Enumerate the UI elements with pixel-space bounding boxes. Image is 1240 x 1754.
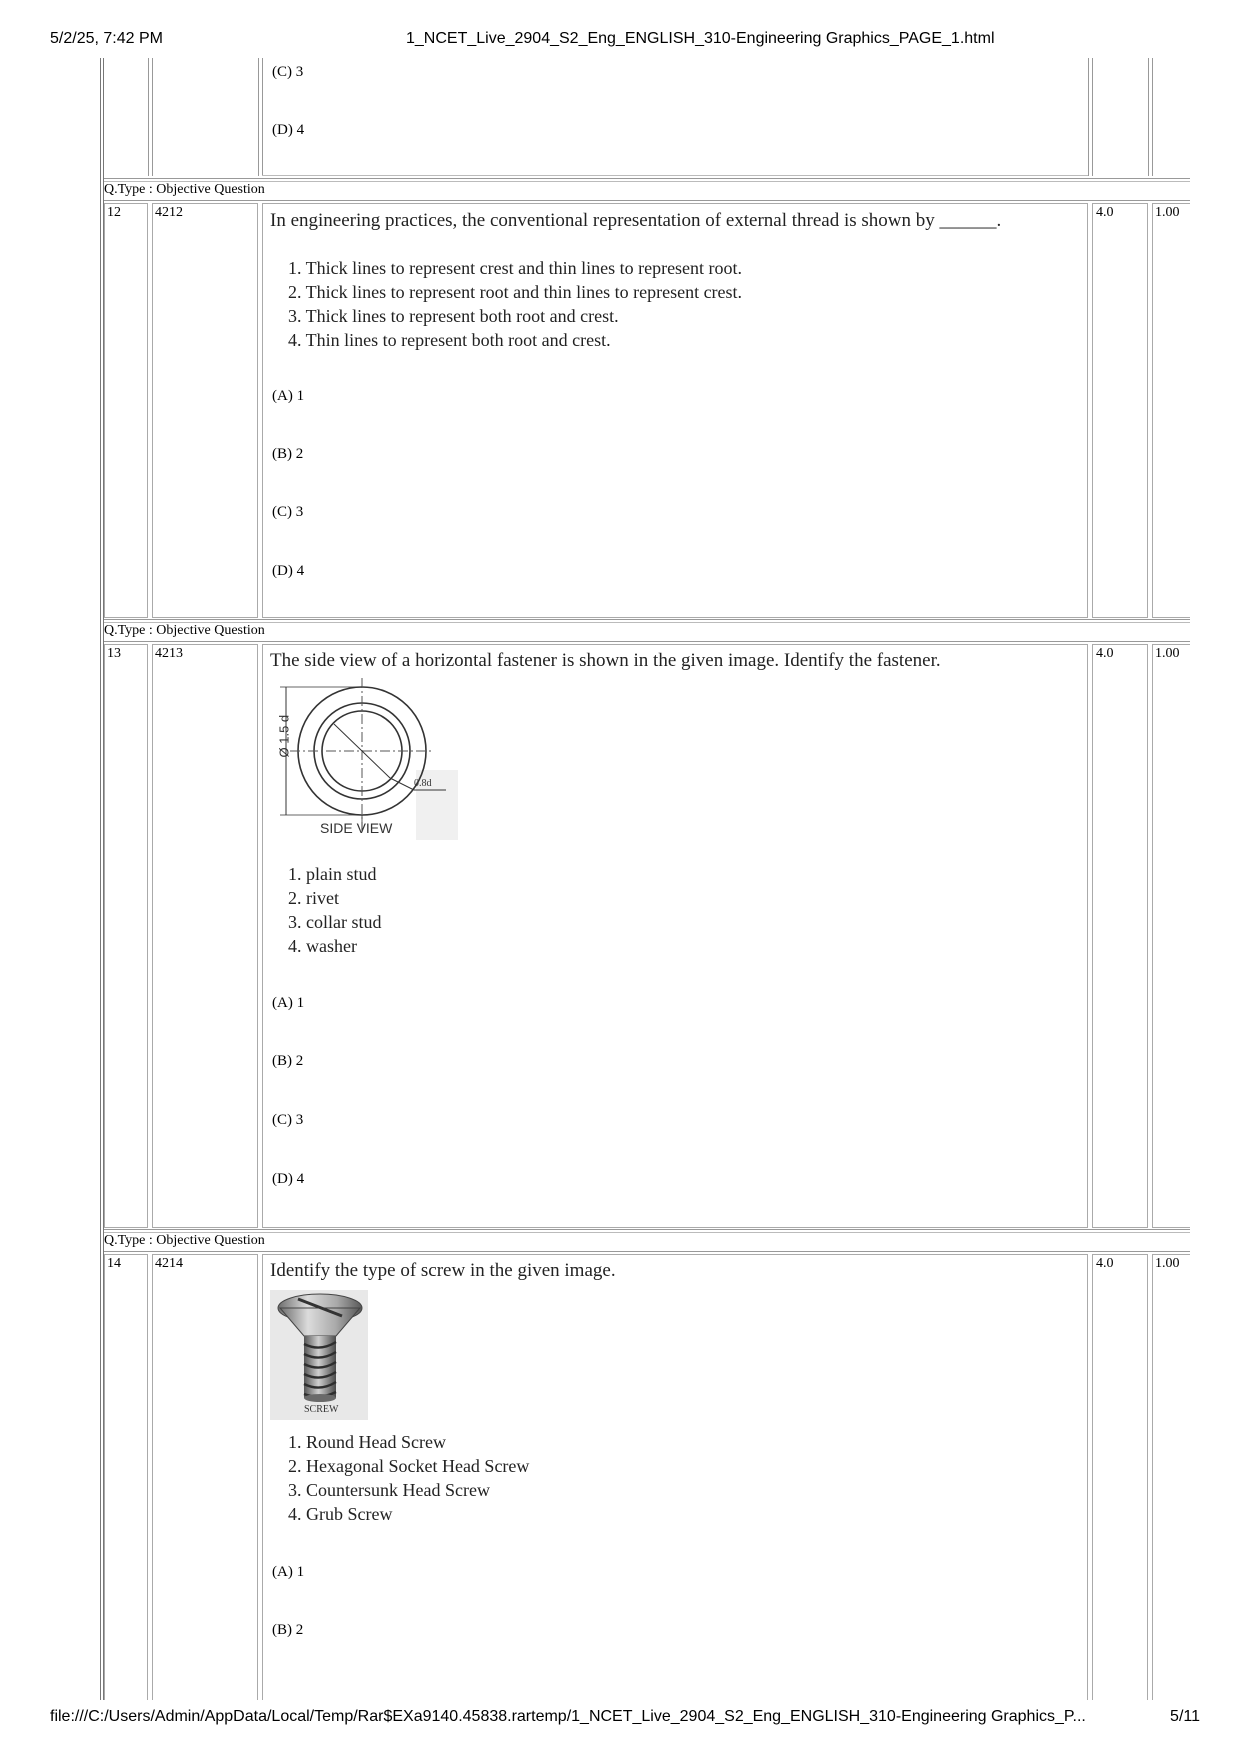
print-page-number: 5/11 (1170, 1708, 1200, 1725)
negative-marks-value: 1.00 (1155, 205, 1180, 220)
list-item: 4. Thin lines to represent both root and crest. (288, 330, 611, 350)
q14-num-cell (104, 1254, 148, 1700)
q12-choice-c: (C) 3 (272, 504, 304, 520)
q12-id-cell (152, 203, 258, 618)
qtype-label-12: Q.Type : Objective Question (104, 182, 265, 197)
q14-question-text: Identify the type of screw in the given image. (270, 1260, 616, 1281)
list-item: 3. collar stud (288, 912, 382, 932)
table-left-border (100, 58, 101, 1700)
q12-choice-d: (D) 4 (272, 563, 305, 579)
question-id: 4214 (155, 1256, 183, 1271)
q13-negative-cell (1152, 644, 1190, 1228)
thickness-label: 0.8d (414, 778, 432, 789)
list-item: 4. Grub Screw (288, 1504, 393, 1524)
question-number: 12 (107, 205, 121, 220)
question-id: 4212 (155, 205, 183, 220)
side-view-caption: SIDE VIEW (320, 820, 393, 836)
question-table (100, 58, 1190, 1700)
diameter-label: Ø 1.5 d (276, 714, 292, 758)
negative-marks-value: 1.00 (1155, 1256, 1180, 1271)
prev-choice-d: (D) 4 (272, 122, 305, 138)
negative-marks-value: 1.00 (1155, 646, 1180, 661)
list-item: 4. washer (288, 936, 357, 956)
q14-marks-cell (1092, 1254, 1148, 1700)
washer-side-view-figure (266, 678, 462, 848)
list-item: 1. Thick lines to represent crest and thin lines to represent root. (288, 258, 743, 278)
prev-choice-c: (C) 3 (272, 64, 304, 80)
q13-choice-c: (C) 3 (272, 1112, 304, 1128)
print-datetime: 5/2/25, 7:42 PM (50, 30, 163, 47)
print-header (50, 30, 1190, 50)
q12-choice-b: (B) 2 (272, 446, 304, 462)
q14-id-cell (152, 1254, 258, 1700)
q13-marks-cell (1092, 644, 1148, 1228)
q12-options-list (288, 256, 742, 352)
question-id: 4213 (155, 646, 183, 661)
list-item: 2. Thick lines to represent root and thin lines to represent crest. (288, 282, 743, 302)
screw-caption: SCREW (304, 1404, 339, 1415)
q13-question-text: The side view of a horizontal fastener is shown in the given image. Identify the fastener. (270, 650, 941, 671)
q12-question-text: In engineering practices, the conventional representation of external thread is shown by ______. (270, 210, 1002, 231)
qtype-label-13: Q.Type : Objective Question (104, 623, 265, 638)
list-item: 1. Round Head Screw (288, 1432, 446, 1452)
q14-choice-a: (A) 1 (272, 1564, 305, 1580)
list-item: 3. Thick lines to represent both root and crest. (288, 306, 619, 326)
question-number: 14 (107, 1256, 121, 1271)
q14-negative-cell (1152, 1254, 1190, 1700)
q12-num-cell (104, 203, 148, 618)
q12-marks-cell (1092, 203, 1148, 618)
q13-num-cell (104, 644, 148, 1228)
q12-negative-cell (1152, 203, 1190, 618)
list-item: 1. plain stud (288, 864, 377, 884)
print-doc-title: 1_NCET_Live_2904_S2_Eng_ENGLISH_310-Engineering Graphics_PAGE_1.html (406, 30, 995, 47)
q13-id-cell (152, 644, 258, 1228)
q12-choice-a: (A) 1 (272, 388, 305, 404)
q14-options-list (288, 1430, 529, 1526)
list-item: 2. rivet (288, 888, 339, 908)
screw-drawing (270, 1290, 368, 1420)
q13-options-list (288, 862, 381, 958)
marks-value: 4.0 (1096, 646, 1114, 661)
q13-choice-d: (D) 4 (272, 1171, 305, 1187)
print-file-path: file:///C:/Users/Admin/AppData/Local/Temp/Rar$EXa9140.45838.rartemp/1_NCET_Live_2904_S2_Eng_ENGLISH_310-Engineering Graphics_P... (50, 1708, 1086, 1725)
list-item: 2. Hexagonal Socket Head Screw (288, 1456, 530, 1476)
q13-choice-b: (B) 2 (272, 1053, 304, 1069)
q13-choice-a: (A) 1 (272, 995, 305, 1011)
q14-choice-b: (B) 2 (272, 1622, 304, 1638)
print-footer (50, 1708, 1200, 1728)
marks-value: 4.0 (1096, 1256, 1114, 1271)
marks-value: 4.0 (1096, 205, 1114, 220)
question-number: 13 (107, 646, 121, 661)
screw-figure (270, 1290, 368, 1420)
qtype-label-14: Q.Type : Objective Question (104, 1233, 265, 1248)
list-item: 3. Countersunk Head Screw (288, 1480, 490, 1500)
